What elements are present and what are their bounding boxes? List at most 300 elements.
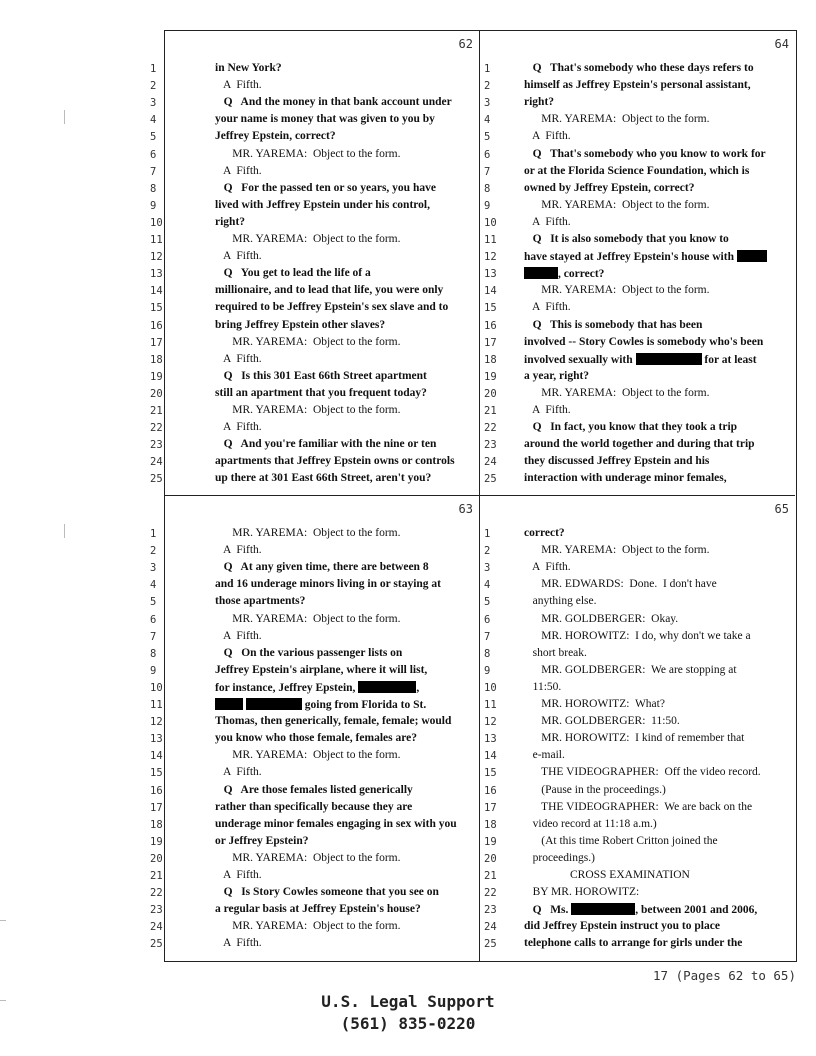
transcript-line	[524, 130, 789, 142]
line-number: 2	[484, 545, 491, 558]
line-number: 11	[150, 699, 163, 711]
line-number: 8	[150, 182, 157, 195]
transcript-text: A Fifth.	[215, 164, 262, 177]
transcript-line	[215, 664, 473, 676]
line-number: 3	[150, 562, 157, 575]
transcript-text: e-mail.	[524, 749, 565, 762]
transcript-line	[215, 852, 473, 864]
transcript-line	[524, 715, 789, 727]
line-number: 22	[150, 887, 163, 900]
transcript-line	[524, 421, 789, 433]
transcript-text: Q In fact, you know that they took a trip	[524, 421, 738, 434]
transcript-text: Q You get to lead the life of a	[215, 267, 371, 280]
transcript-line	[524, 766, 789, 778]
transcript-text: MR. YAREMA: Object to the form.	[524, 284, 710, 297]
transcript-text: interaction with underage minor females,	[524, 472, 727, 485]
transcript-text: millionaire, and to lead that life, you were only	[215, 284, 444, 297]
transcript-line	[215, 698, 473, 711]
line-number: 22	[484, 422, 497, 435]
line-number: 1	[484, 528, 491, 540]
transcript-line	[524, 903, 789, 916]
transcript-line	[524, 749, 789, 761]
transcript-text: A Fifth.	[215, 869, 262, 881]
line-number: 5	[150, 131, 157, 144]
transcript-line	[215, 79, 473, 91]
line-number: 21	[484, 870, 497, 882]
transcript-text: MR. EDWARDS: Done. I don't have	[524, 578, 717, 591]
line-number: 15	[150, 302, 163, 315]
line-number: 14	[484, 750, 497, 763]
transcript-line	[215, 233, 473, 245]
transcript-text: in New York?	[215, 62, 282, 74]
transcript-line	[524, 801, 789, 813]
line-number: 1	[150, 63, 157, 75]
transcript-text: you know who those female, females are?	[215, 732, 417, 745]
transcript-line	[524, 869, 789, 881]
transcript-line	[215, 421, 473, 433]
transcript-line	[524, 404, 789, 416]
transcript-line	[215, 130, 473, 142]
transcript-line	[215, 199, 473, 211]
transcript-text: A Fifth.	[215, 250, 262, 263]
line-number: 8	[150, 647, 157, 660]
transcript-line	[215, 801, 473, 813]
transcript-text: Q That's somebody who you know to work for	[524, 147, 766, 160]
transcript-line	[215, 715, 473, 727]
transcript-text: for instance, Jeffrey Epstein,	[215, 681, 359, 694]
transcript-line	[215, 336, 473, 348]
page-quadrant-bottom-right	[480, 496, 795, 961]
page-number: 63	[458, 502, 473, 516]
transcript-text: Jeffrey Epstein's airplane, where it will list,	[215, 663, 428, 676]
transcript-text: A Fifth.	[215, 79, 262, 92]
transcript-text: MR. YAREMA: Object to the form.	[215, 851, 401, 864]
transcript-text: your name is money that was given to you by	[215, 113, 435, 126]
line-number: 17	[150, 336, 163, 349]
transcript-line	[215, 387, 473, 399]
transcript-text: they discussed Jeffrey Epstein and his	[524, 455, 710, 468]
transcript-line	[215, 732, 473, 744]
transcript-line	[524, 148, 789, 160]
transcript-text: 11:50.	[524, 680, 562, 693]
line-number: 4	[484, 114, 491, 127]
transcript-line	[215, 113, 473, 125]
transcript-text: lived with Jeffrey Epstein under his control,	[215, 198, 430, 211]
redaction-box	[215, 698, 243, 710]
transcript-text: MR. HOROWITZ: I do, why don't we take a	[524, 629, 751, 642]
transcript-line	[524, 284, 789, 296]
transcript-text: A Fifth.	[215, 544, 262, 557]
page-number: 65	[774, 502, 789, 516]
transcript-line	[215, 182, 473, 194]
transcript-text: A Fifth.	[524, 301, 571, 314]
transcript-text: Q Ms.	[524, 904, 572, 917]
transcript-line	[524, 920, 789, 932]
redaction-box	[571, 903, 635, 915]
transcript-line	[215, 165, 473, 177]
transcript-text: MR. YAREMA: Object to the form.	[215, 527, 401, 539]
transcript-text: MR. YAREMA: Object to the form.	[215, 404, 401, 416]
transcript-line	[524, 387, 789, 399]
transcript-text: or at the Florida Science Foundation, which is	[524, 164, 750, 177]
page-quadrant-top-left	[150, 31, 480, 496]
transcript-text: those apartments?	[215, 595, 306, 608]
line-number: 16	[150, 319, 163, 332]
line-number: 6	[484, 148, 491, 161]
line-number: 24	[484, 921, 497, 934]
line-number: 5	[484, 596, 491, 609]
transcript-line	[215, 148, 473, 160]
transcript-text: right?	[524, 96, 555, 109]
transcript-line	[215, 62, 473, 74]
line-number: 22	[484, 887, 497, 900]
transcript-line	[524, 937, 789, 949]
transcript-text: Q And the money in that bank account under	[215, 96, 452, 109]
line-number: 17	[484, 336, 497, 349]
line-number: 19	[484, 370, 497, 383]
transcript-text: MR. YAREMA: Object to the form.	[215, 335, 401, 348]
redaction-box	[524, 267, 558, 279]
page-quadrant-bottom-left	[150, 496, 480, 961]
transcript-line	[215, 630, 473, 642]
line-number: 3	[484, 97, 491, 110]
redaction-box	[358, 681, 416, 693]
line-number: 6	[150, 613, 157, 626]
transcript-text: still an apartment that you frequent today?	[215, 386, 427, 399]
line-number: 23	[484, 439, 497, 452]
transcript-line	[524, 544, 789, 556]
line-number: 25	[150, 473, 163, 486]
transcript-text: Q This is somebody that has been	[524, 318, 703, 331]
transcript-line	[524, 784, 789, 796]
transcript-text: MR. GOLDBERGER: We are stopping at	[524, 663, 737, 676]
line-number: 13	[150, 733, 163, 746]
redaction-box	[737, 250, 767, 262]
line-number: 8	[484, 182, 491, 195]
transcript-line	[524, 62, 789, 74]
line-number: 18	[484, 818, 497, 831]
line-number: 7	[484, 630, 491, 643]
transcript-text: THE VIDEOGRAPHER: We are back on the	[524, 800, 753, 813]
line-number: 12	[484, 716, 497, 729]
line-number: 19	[484, 835, 497, 848]
transcript-text: Q At any given time, there are between 8	[215, 561, 429, 574]
line-number: 5	[484, 131, 491, 144]
scan-mark	[64, 524, 65, 538]
line-number: 4	[150, 114, 157, 127]
line-number: 10	[484, 216, 497, 229]
transcript-text: , correct?	[558, 268, 605, 281]
line-number: 15	[150, 767, 163, 780]
line-number: 11	[484, 234, 497, 246]
transcript-text: Jeffrey Epstein, correct?	[215, 130, 336, 143]
line-number: 2	[150, 545, 157, 558]
scan-mark	[0, 920, 6, 921]
transcript-text: Thomas, then generically, female, female; would	[215, 715, 452, 728]
line-number: 13	[484, 268, 497, 281]
line-number: 20	[150, 387, 163, 400]
transcript-line	[524, 301, 789, 313]
transcript-text: A Fifth.	[215, 629, 262, 642]
transcript-text: did Jeffrey Epstein instruct you to place	[524, 920, 720, 933]
transcript-line	[215, 818, 473, 830]
transcript-text: MR. YAREMA: Object to the form.	[215, 920, 401, 933]
transcript-text: Q And you're familiar with the nine or ten	[215, 438, 437, 451]
transcript-line	[524, 818, 789, 830]
line-number: 10	[150, 216, 163, 229]
transcript-text: Q Is this 301 East 66th Street apartment	[215, 369, 427, 382]
transcript-line	[215, 438, 473, 450]
page-quadrant-top-right	[480, 31, 795, 496]
transcript-text: up there at 301 East 66th Street, aren't you?	[215, 472, 432, 485]
transcript-text: ,	[416, 681, 420, 694]
transcript-text: MR. YAREMA: Object to the form.	[524, 113, 710, 126]
transcript-line	[215, 455, 473, 467]
footer-page-range: 17 (Pages 62 to 65)	[653, 968, 796, 983]
line-number: 17	[484, 801, 497, 814]
line-number: 14	[484, 285, 497, 298]
line-number: 4	[484, 579, 491, 592]
line-number: 18	[484, 353, 497, 366]
transcript-line	[524, 370, 789, 382]
transcript-text: BY MR. HOROWITZ:	[524, 886, 640, 899]
transcript-line	[215, 937, 473, 949]
transcript-line	[524, 96, 789, 108]
transcript-line	[524, 319, 789, 331]
transcript-text: proceedings.)	[524, 851, 595, 864]
transcript-text: MR. YAREMA: Object to the form.	[524, 386, 710, 399]
transcript-line	[524, 732, 789, 744]
footer-phone: (561) 835-0220	[340, 1014, 476, 1033]
transcript-line	[215, 647, 473, 659]
line-number: 12	[150, 251, 163, 264]
line-number: 6	[150, 148, 157, 161]
transcript-line	[524, 681, 789, 693]
transcript-line	[524, 647, 789, 659]
transcript-line	[215, 353, 473, 365]
transcript-text: A Fifth.	[524, 215, 571, 228]
transcript-line	[215, 216, 473, 228]
transcript-line	[524, 664, 789, 676]
transcript-text: rather than specifically because they are	[215, 800, 413, 813]
transcript-line	[215, 903, 473, 915]
transcript-text: Q It is also somebody that you know to	[524, 233, 729, 245]
transcript-text: Q For the passed ten or so years, you have	[215, 181, 436, 194]
transcript-text: a year, right?	[524, 369, 590, 382]
line-number: 17	[150, 801, 163, 814]
transcript-line	[215, 96, 473, 108]
transcript-line	[524, 852, 789, 864]
line-number: 1	[150, 528, 157, 540]
transcript-text: Q Are those females listed generically	[215, 783, 413, 796]
line-number: 1	[484, 63, 491, 75]
footer-company: U.S. Legal Support	[321, 992, 495, 1011]
transcript-text: have stayed at Jeffrey Epstein's house with	[524, 251, 737, 264]
transcript-line	[215, 544, 473, 556]
line-number: 21	[150, 405, 163, 417]
transcript-line	[215, 595, 473, 607]
transcript-line	[524, 595, 789, 607]
transcript-line	[524, 267, 789, 280]
transcript-text: Q On the various passenger lists on	[215, 646, 403, 659]
transcript-text: for at least	[701, 353, 757, 366]
transcript-text: bring Jeffrey Epstein other slaves?	[215, 318, 386, 331]
page-number: 64	[774, 37, 789, 51]
transcript-text: telephone calls to arrange for girls under the	[524, 937, 743, 950]
line-number: 16	[484, 784, 497, 797]
transcript-text: (Pause in the proceedings.)	[524, 783, 666, 796]
line-number: 21	[484, 405, 497, 417]
transcript-line	[524, 886, 789, 898]
transcript-text: right?	[215, 215, 246, 228]
transcript-text: required to be Jeffrey Epstein's sex slave and to	[215, 301, 449, 314]
transcript-text: MR. YAREMA: Object to the form.	[524, 198, 710, 211]
transcript-text: MR. YAREMA: Object to the form.	[215, 612, 401, 625]
line-number: 7	[150, 630, 157, 643]
line-number: 22	[150, 422, 163, 435]
transcript-text: A Fifth.	[215, 352, 262, 365]
transcript-text: MR. GOLDBERGER: 11:50.	[524, 715, 680, 728]
transcript-line	[215, 920, 473, 932]
transcript-text: owned by Jeffrey Epstein, correct?	[524, 181, 695, 194]
transcript-text: A Fifth.	[215, 421, 262, 434]
transcript-text: MR. YAREMA: Object to the form.	[524, 544, 710, 557]
line-number: 20	[150, 852, 163, 865]
line-number: 10	[484, 681, 497, 694]
line-number: 24	[150, 456, 163, 469]
transcript-line	[524, 630, 789, 642]
transcript-line	[215, 319, 473, 331]
line-number: 24	[484, 456, 497, 469]
line-number: 12	[484, 251, 497, 264]
line-number: 14	[150, 285, 163, 298]
line-number: 2	[150, 80, 157, 93]
transcript-text: A Fifth.	[524, 130, 571, 143]
transcript-line	[215, 766, 473, 778]
transcript-text: , between 2001 and 2006,	[635, 904, 758, 917]
transcript-line	[524, 233, 789, 245]
transcript-line	[215, 370, 473, 382]
transcript-text: underage minor females engaging in sex with you	[215, 817, 457, 830]
line-number: 18	[150, 353, 163, 366]
transcript-line	[215, 267, 473, 279]
transcript-line	[215, 561, 473, 573]
transcript-text: apartments that Jeffrey Epstein owns or controls	[215, 455, 455, 468]
transcript-line	[524, 336, 789, 348]
transcript-text: around the world together and during that trip	[524, 438, 755, 451]
line-number: 16	[150, 784, 163, 797]
transcript-line	[524, 182, 789, 194]
transcript-text: THE VIDEOGRAPHER: Off the video record.	[524, 766, 761, 779]
line-number: 20	[484, 387, 497, 400]
transcript-line	[524, 472, 789, 484]
line-number: 20	[484, 852, 497, 865]
line-number: 13	[484, 733, 497, 746]
transcript-text: going from Florida to St.	[301, 699, 427, 711]
line-number: 15	[484, 767, 497, 780]
line-number: 16	[484, 319, 497, 332]
transcript-text: a regular basis at Jeffrey Epstein's house?	[215, 903, 421, 916]
transcript-line	[215, 749, 473, 761]
transcript-text: and 16 underage minors living in or staying at	[215, 578, 441, 591]
scan-mark	[64, 110, 65, 124]
transcript-sheet	[150, 30, 797, 962]
transcript-text: A Fifth.	[215, 937, 262, 950]
line-number: 12	[150, 716, 163, 729]
transcript-text: MR. YAREMA: Object to the form.	[215, 233, 401, 245]
line-number: 23	[484, 904, 497, 917]
transcript-line	[524, 250, 789, 263]
redaction-box	[636, 353, 702, 365]
transcript-text: anything else.	[524, 595, 597, 608]
transcript-line	[215, 284, 473, 296]
transcript-text: video record at 11:18 a.m.)	[524, 817, 657, 830]
line-number: 4	[150, 579, 157, 592]
transcript-line	[215, 250, 473, 262]
transcript-line	[215, 886, 473, 898]
line-number: 18	[150, 818, 163, 831]
line-number: 23	[150, 439, 163, 452]
transcript-line	[524, 199, 789, 211]
transcript-line	[215, 613, 473, 625]
transcript-line	[524, 527, 789, 539]
transcript-text: involved -- Story Cowles is somebody who's been	[524, 335, 764, 348]
transcript-line	[215, 681, 473, 694]
line-number: 25	[484, 473, 497, 486]
line-number: 19	[150, 370, 163, 383]
transcript-line	[215, 578, 473, 590]
line-number: 25	[150, 938, 163, 951]
transcript-line	[524, 455, 789, 467]
transcript-text: A Fifth.	[524, 404, 571, 416]
transcript-text: MR. YAREMA: Object to the form.	[215, 749, 401, 762]
line-number: 5	[150, 596, 157, 609]
transcript-line	[524, 698, 789, 710]
transcript-text: Q That's somebody who these days refers to	[524, 62, 754, 74]
line-number: 15	[484, 302, 497, 315]
transcript-line	[524, 216, 789, 228]
line-number: 9	[150, 664, 157, 677]
transcript-line	[524, 113, 789, 125]
line-number: 6	[484, 613, 491, 626]
line-number: 13	[150, 268, 163, 281]
line-number: 8	[484, 647, 491, 660]
transcript-line	[215, 869, 473, 881]
transcript-text: short break.	[524, 646, 587, 659]
line-number: 25	[484, 938, 497, 951]
line-number: 10	[150, 681, 163, 694]
transcript-text: MR. HOROWITZ: What?	[524, 698, 665, 710]
line-number: 14	[150, 750, 163, 763]
transcript-line	[215, 472, 473, 484]
page-number: 62	[458, 37, 473, 51]
line-number: 11	[150, 234, 163, 246]
line-number: 7	[484, 165, 491, 178]
transcript-line	[524, 438, 789, 450]
line-number: 11	[484, 699, 497, 711]
transcript-line	[524, 353, 789, 366]
transcript-text: CROSS EXAMINATION	[524, 869, 690, 881]
transcript-line	[524, 835, 789, 847]
transcript-line	[524, 578, 789, 590]
line-number: 19	[150, 835, 163, 848]
transcript-text: MR. YAREMA: Object to the form.	[215, 147, 401, 160]
line-number: 2	[484, 80, 491, 93]
line-number: 3	[150, 97, 157, 110]
transcript-line	[215, 301, 473, 313]
line-number: 24	[150, 921, 163, 934]
line-number: 9	[484, 199, 491, 212]
